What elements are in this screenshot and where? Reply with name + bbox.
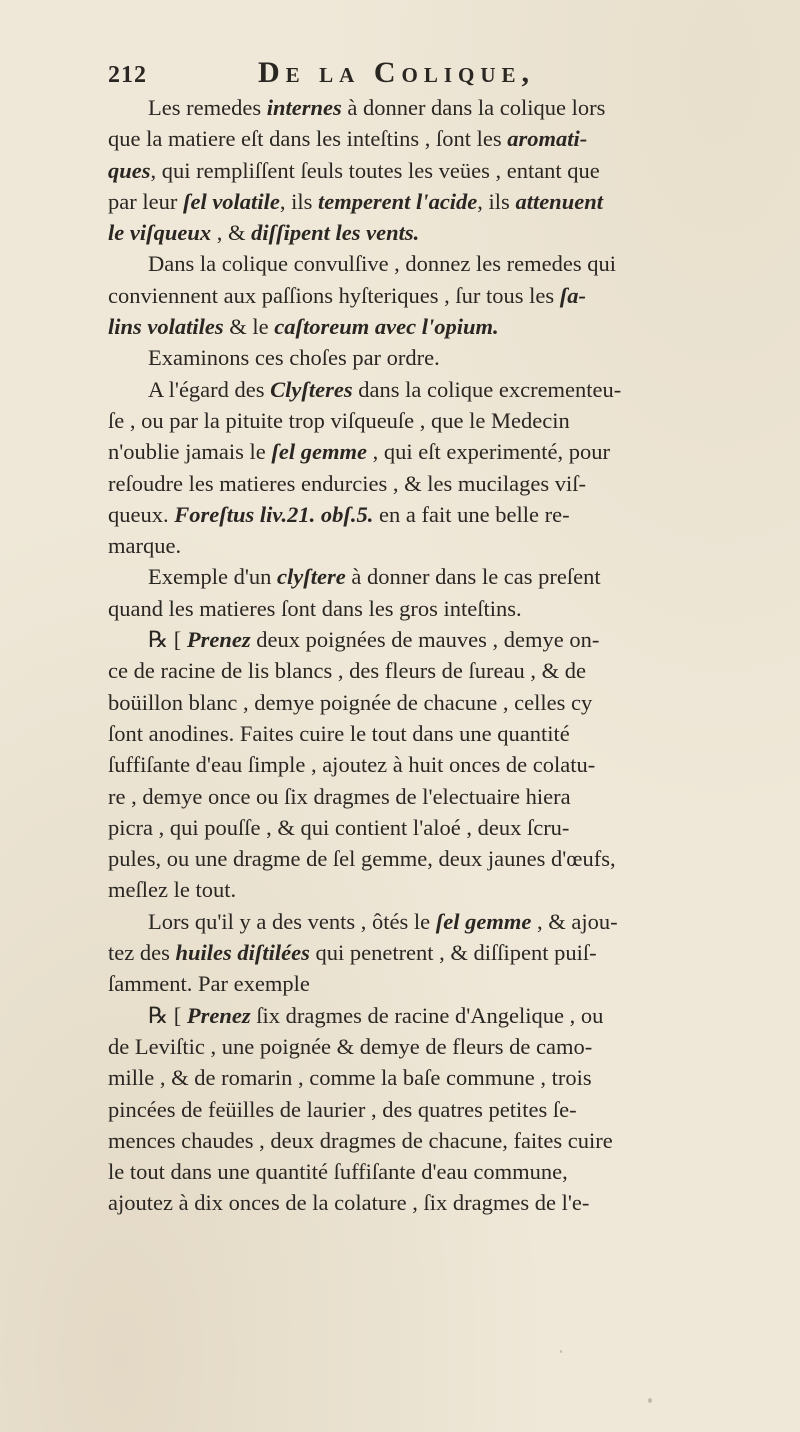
text-run: & le [223,314,275,340]
text-line [108,92,788,123]
text-line [108,968,788,999]
ink-speck [560,1350,562,1353]
text-line [108,1187,788,1218]
italic-phrase: Prenez [186,627,251,653]
italic-phrase: ſa- [559,282,587,308]
text-run: ſix dragmes de racine d'Angelique , ou [250,1002,604,1028]
text-run: ſe , ou par la pituite trop viſqueuſe , que le Medecin [108,407,570,433]
text-line [108,1000,788,1031]
italic-phrase: lins volatiles [108,314,224,340]
text-run: ſuffiſante d'eau ſimple , ajoutez à huit onces de colatu- [108,752,596,778]
text-run: en a fait une belle re- [373,501,570,527]
page-header [108,56,704,96]
text-line [108,937,788,968]
italic-phrase: ſel volatile [182,188,280,214]
text-line [108,561,788,592]
text-run: pules, ou une dragme de ſel gemme, deux jaunes d'œufs, [108,846,616,872]
text-line [108,812,788,843]
text-run: que la matiere eſt dans les inteſtins , ſont les [108,126,508,152]
text-line [108,186,788,217]
text-run: ℞ [ [148,1002,187,1028]
text-run: ℞ [ [148,627,187,653]
italic-phrase: Prenez [186,1002,251,1028]
text-run: le tout dans une quantité ſuffiſante d'eau commune, [108,1159,568,1185]
text-run: queux. [108,501,175,527]
italic-phrase: Clyſteres [270,376,353,402]
text-run: Les remedes [148,95,267,120]
text-run: à donner dans la colique lors [341,95,606,120]
text-run: , qui rempliſſent ſeuls toutes les veües , entant que [150,157,600,183]
text-line [108,687,788,718]
text-line [108,530,788,561]
italic-phrase: diſſipent les vents. [251,220,420,246]
text-line [108,593,788,624]
text-run: reſoudre les matieres endurcies , & les mucilages viſ- [108,470,586,496]
italic-phrase: caſtoreum avec l'opium. [274,314,499,340]
text-line [108,655,788,686]
text-run: dans la colique excrementeu- [352,376,622,402]
text-run: , ils [477,188,516,214]
italic-phrase: aromati- [507,126,588,152]
text-run: boüillon blanc , demye poignée de chacune , celles cy [108,689,593,715]
text-run: pincées de feüilles de laurier , des quatres petites ſe- [108,1096,577,1122]
text-run: Exemple d'un [148,564,278,590]
text-run: mille , & de romarin , comme la baſe commune , trois [108,1065,592,1091]
text-run: re , demye once ou ſix dragmes de l'electuaire hiera [108,783,571,809]
italic-phrase: internes [266,95,342,120]
text-run: ajoutez à dix onces de la colature , ſix dragmes de l'e- [108,1190,590,1216]
running-title: De la Colique, [258,56,536,89]
text-run: , qui eſt experimenté, pour [366,439,611,465]
text-run: à donner dans le cas preſent [345,564,601,590]
text-run: n'oublie jamais le [108,439,272,465]
text-line [108,405,788,436]
italic-phrase: ſel gemme [271,439,367,465]
text-run: Examinons ces choſes par ordre. [148,345,440,371]
text-line [108,123,788,154]
text-run: , & [211,220,252,246]
text-run: marque. [108,533,182,559]
text-run: mences chaudes , deux dragmes de chacune, faites cuire [108,1127,613,1153]
italic-phrase: ſel gemme [435,908,532,934]
text-line [108,374,788,405]
text-run: meſlez le tout. [108,877,237,903]
text-run: ſamment. Par exemple [108,971,310,997]
text-line [108,749,788,780]
text-run: picra , qui pouſſe , & qui contient l'aloé , deux ſcru- [108,814,570,840]
text-line [108,248,788,279]
italic-phrase: temperent l'acide [317,188,478,214]
page-number: 212 [108,62,147,88]
text-run: ce de racine de lis blancs , des fleurs de ſureau , & de [108,658,586,684]
text-run: quand les matieres ſont dans les gros inteſtins. [108,595,522,621]
italic-phrase: le viſqueux [108,220,212,246]
text-line [108,1125,788,1156]
text-line [108,781,788,812]
text-run: , ils [279,188,318,214]
text-run: qui penetrent , & diſſipent puiſ- [309,940,597,966]
text-line [108,624,788,655]
italic-phrase: Foreſtus liv.21. obſ.5. [174,501,374,527]
text-line [108,468,788,499]
text-line [108,1156,788,1187]
italic-phrase: huiles diſtilées [175,940,310,966]
text-line [108,436,788,467]
text-line [108,1094,788,1125]
italic-phrase: ques [108,157,151,183]
italic-phrase: attenuent [515,188,603,214]
text-run: , & ajou- [531,908,618,934]
ink-speck [648,1398,652,1403]
text-line [108,311,788,342]
text-line [108,1031,788,1062]
body-text [108,92,788,1219]
text-line [108,843,788,874]
text-run: deux poignées de mauves , demye on- [250,627,600,653]
text-run: A l'égard des [148,376,271,402]
text-line [108,217,788,248]
text-line [108,155,788,186]
text-line [108,906,788,937]
text-line [108,499,788,530]
text-line [108,874,788,905]
text-line [108,718,788,749]
text-run: Dans la colique convulſive , donnez les remedes qui [148,251,616,277]
italic-phrase: clyſtere [277,564,346,590]
text-run: Lors qu'il y a des vents , ôtés le [148,908,436,934]
text-run: ſont anodines. Faites cuire le tout dans une quantité [108,720,570,746]
text-run: tez des [108,940,176,966]
text-run: par leur [108,188,183,214]
text-line [108,342,788,373]
text-line [108,1062,788,1093]
text-run: conviennent aux paſſions hyſteriques , ſur tous les [108,282,560,308]
text-line [108,280,788,311]
text-run: de Leviſtic , une poignée & demye de fleurs de camo- [108,1033,593,1059]
